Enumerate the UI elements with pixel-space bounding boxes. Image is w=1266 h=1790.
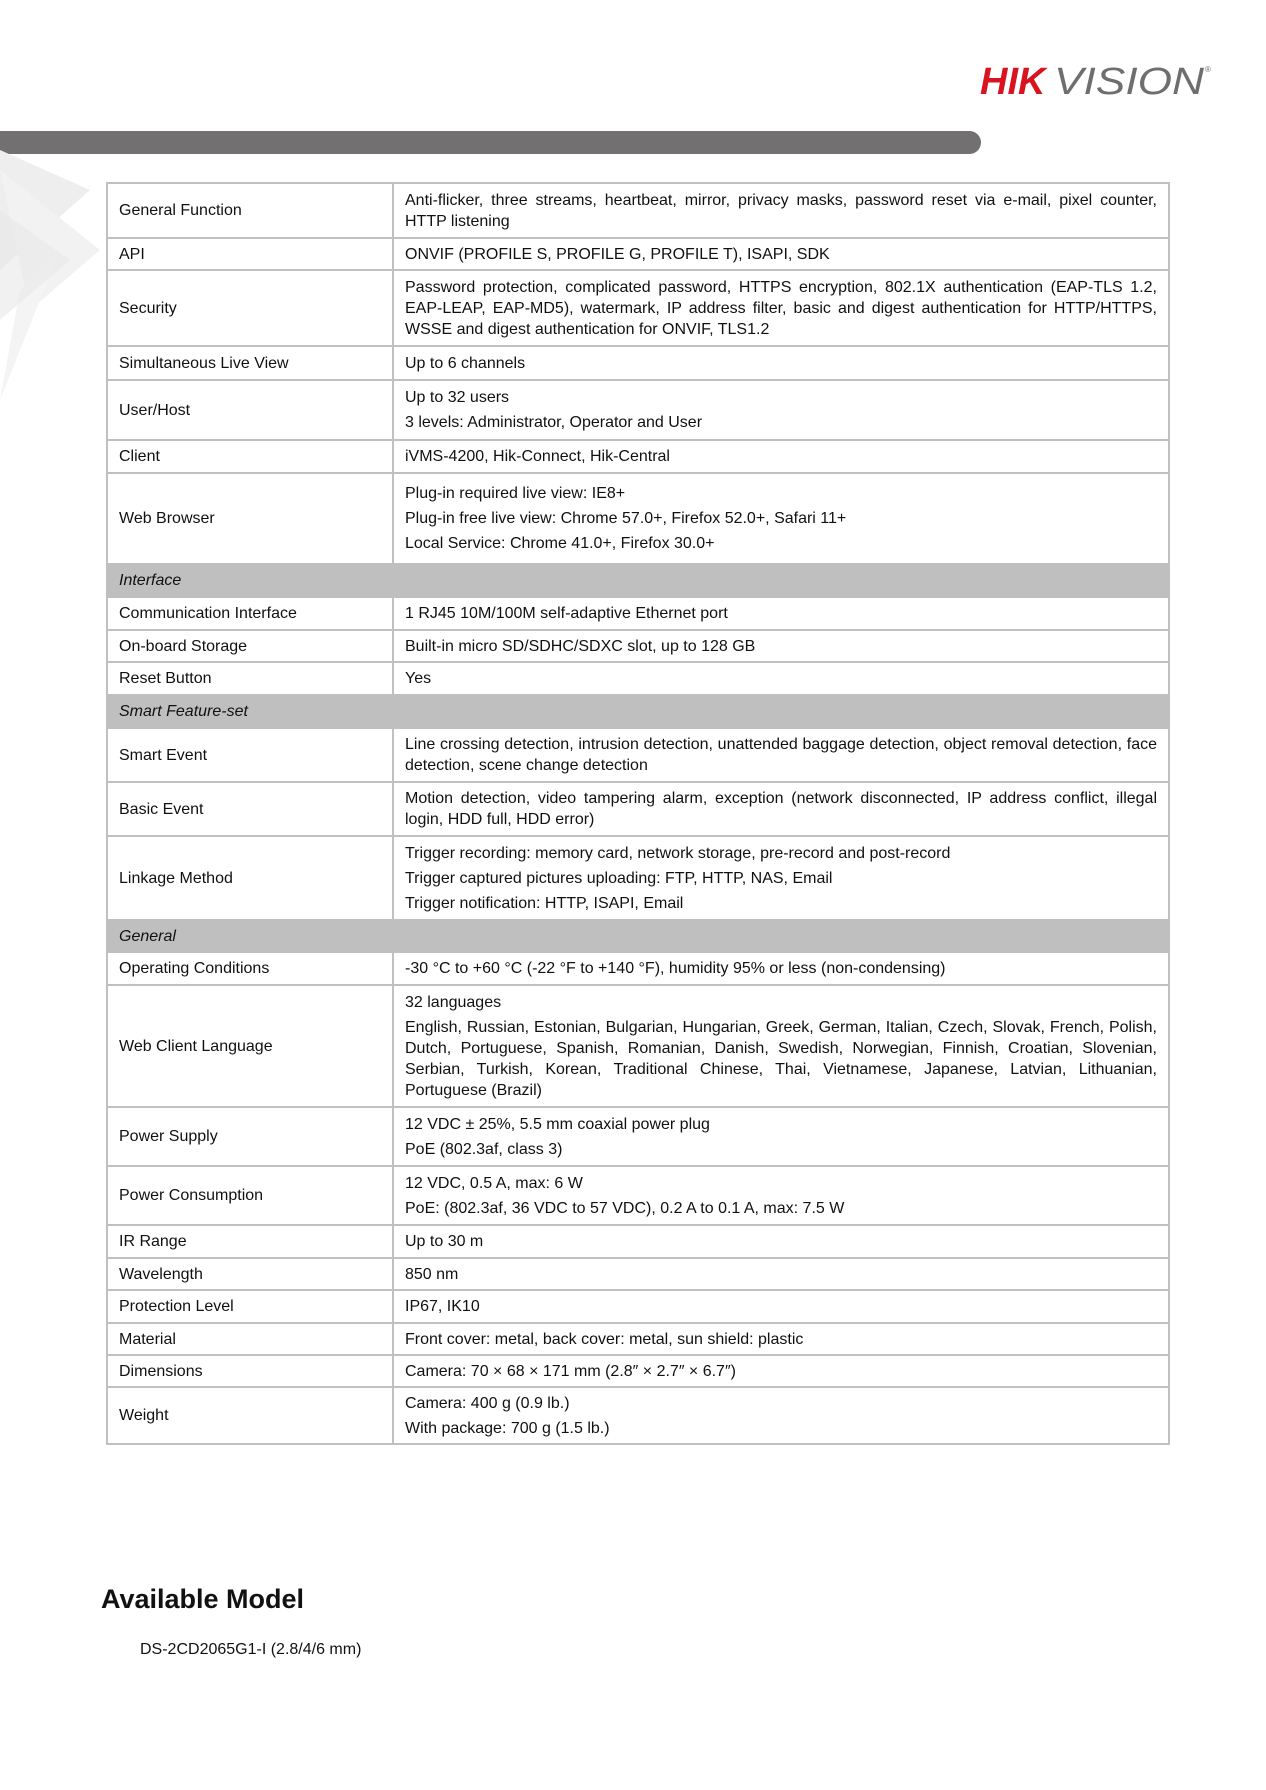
- spec-row: [107, 1107, 1169, 1166]
- spec-value-line: -30 °C to +60 °C (-22 °F to +140 °F), humidity 95% or less (non-condensing): [405, 960, 946, 977]
- logo-vision-text: VISION: [1054, 61, 1205, 102]
- spec-value-line: Plug-in free live view: Chrome 57.0+, Firefox 52.0+, Safari 11+: [405, 510, 847, 527]
- spec-value: [393, 952, 1169, 985]
- spec-row: [107, 1225, 1169, 1258]
- header-bar: [0, 131, 981, 154]
- spec-value: [393, 782, 1169, 836]
- spec-row: [107, 473, 1169, 564]
- spec-value-line: Local Service: Chrome 41.0+, Firefox 30.0+: [405, 535, 715, 552]
- spec-label: Linkage Method: [107, 836, 393, 920]
- spec-value-line: Trigger captured pictures uploading: FTP, HTTP, NAS, Email: [405, 869, 833, 887]
- spec-value: [393, 1258, 1169, 1290]
- section-header: [107, 564, 1169, 597]
- section-title: General: [107, 920, 1169, 952]
- spec-value-line: Up to 6 channels: [405, 354, 526, 372]
- spec-label: Reset Button: [107, 662, 393, 695]
- spec-value: [393, 473, 1169, 564]
- spec-row: [107, 1355, 1169, 1387]
- section-header: [107, 695, 1169, 728]
- spec-row: [107, 728, 1169, 782]
- spec-value: [393, 630, 1169, 662]
- spec-row: [107, 238, 1169, 270]
- spec-label: General Function: [107, 183, 393, 238]
- spec-label: Web Client Language: [107, 985, 393, 1107]
- spec-value-line: 12 VDC, 0.5 A, max: 6 W: [405, 1174, 583, 1192]
- section-title: Smart Feature-set: [107, 695, 1169, 728]
- spec-value: [393, 380, 1169, 440]
- spec-row: [107, 985, 1169, 1107]
- spec-value: [393, 1355, 1169, 1387]
- spec-value-line: Anti-flicker, three streams, heartbeat, mirror, privacy masks, password reset via e-mail, pixel counter, HTTP listening: [405, 191, 1157, 230]
- spec-row: [107, 346, 1169, 380]
- spec-row: [107, 1166, 1169, 1225]
- spec-label: Material: [107, 1323, 393, 1355]
- spec-value: [393, 1166, 1169, 1225]
- spec-label: Power Consumption: [107, 1166, 393, 1225]
- spec-label: Operating Conditions: [107, 952, 393, 985]
- spec-label: Wavelength: [107, 1258, 393, 1290]
- model-name: DS-2CD2065G1-I (2.8/4/6 mm): [140, 1641, 362, 1658]
- spec-value: [393, 1107, 1169, 1166]
- available-model-heading: Available Model: [101, 1584, 305, 1614]
- spec-label: Basic Event: [107, 782, 393, 836]
- spec-label: Protection Level: [107, 1290, 393, 1323]
- spec-label: Security: [107, 270, 393, 346]
- spec-value: [393, 270, 1169, 346]
- spec-value: [393, 238, 1169, 270]
- spec-value-line: Up to 32 users: [405, 389, 510, 406]
- section-title: Interface: [107, 564, 1169, 597]
- spec-row: [107, 952, 1169, 985]
- spec-value-line: Line crossing detection, intrusion detection, unattended baggage detection, object removal detection, face detection, scene change detection: [405, 736, 1157, 774]
- spec-label: API: [107, 238, 393, 270]
- spec-value: [393, 1225, 1169, 1258]
- spec-label: On-board Storage: [107, 630, 393, 662]
- spec-value-line: Front cover: metal, back cover: metal, sun shield: plastic: [405, 1330, 804, 1348]
- spec-value-line: With package: 700 g (1.5 lb.): [405, 1419, 610, 1437]
- logo-registered-mark: ®: [1205, 65, 1211, 74]
- spec-value-line: PoE (802.3af, class 3): [405, 1140, 563, 1158]
- spec-value-line: PoE: (802.3af, 36 VDC to 57 VDC), 0.2 A to 0.1 A, max: 7.5 W: [405, 1199, 845, 1217]
- spec-value: [393, 1387, 1169, 1444]
- spec-value-line: Camera: 70 × 68 × 171 mm (2.8″ × 2.7″ × 6.7″): [405, 1362, 736, 1380]
- spec-row: [107, 440, 1169, 473]
- spec-value-line: Trigger notification: HTTP, ISAPI, Email: [405, 894, 684, 912]
- spec-row: [107, 782, 1169, 836]
- spec-value-line: Password protection, complicated password, HTTPS encryption, 802.1X authentication (EAP-TLS 1.2, EAP-LEAP, EAP-MD5), watermark, IP address filter, basic and digest authentication for HTTP/HTTPS, WSSE and digest authentication for ONVIF, TLS1.2: [405, 278, 1157, 338]
- spec-value-line: 850 nm: [405, 1265, 459, 1283]
- spec-value-line: 32 languages: [405, 993, 502, 1011]
- spec-value-line: Plug-in required live view: IE8+: [405, 485, 626, 502]
- spec-table: [106, 182, 1170, 1445]
- spec-value: [393, 183, 1169, 238]
- spec-value-line: Up to 30 m: [405, 1233, 484, 1250]
- spec-value-line: ONVIF (PROFILE S, PROFILE G, PROFILE T), ISAPI, SDK: [405, 245, 830, 263]
- spec-value-line: Camera: 400 g (0.9 lb.): [405, 1394, 570, 1412]
- spec-value-line: 12 VDC ± 25%, 5.5 mm coaxial power plug: [405, 1115, 710, 1133]
- spec-label: IR Range: [107, 1225, 393, 1258]
- spec-row: [107, 183, 1169, 238]
- spec-label: Web Browser: [107, 473, 393, 564]
- spec-row: [107, 380, 1169, 440]
- watermark-graphic: [0, 150, 100, 420]
- spec-value-line: Motion detection, video tampering alarm, exception (network disconnected, IP address conflict, illegal login, HDD full, HDD error): [405, 790, 1157, 828]
- spec-value: [393, 1323, 1169, 1355]
- spec-row: [107, 836, 1169, 920]
- spec-label: User/Host: [107, 380, 393, 440]
- spec-row: [107, 270, 1169, 346]
- spec-row: [107, 1323, 1169, 1355]
- spec-row: [107, 662, 1169, 695]
- spec-label: Client: [107, 440, 393, 473]
- spec-value: [393, 346, 1169, 380]
- spec-value-line: IP67, IK10: [405, 1298, 480, 1315]
- spec-label: Simultaneous Live View: [107, 346, 393, 380]
- spec-label: Dimensions: [107, 1355, 393, 1387]
- spec-value: [393, 440, 1169, 473]
- spec-value-line: 3 levels: Administrator, Operator and User: [405, 414, 703, 431]
- spec-value: [393, 985, 1169, 1107]
- spec-label: Power Supply: [107, 1107, 393, 1166]
- spec-row: [107, 1387, 1169, 1444]
- spec-value-line: iVMS-4200, Hik-Connect, Hik-Central: [405, 448, 670, 465]
- spec-value: [393, 597, 1169, 630]
- spec-row: [107, 1290, 1169, 1323]
- logo-hik-text: HIK: [980, 61, 1046, 102]
- spec-value-line: English, Russian, Estonian, Bulgarian, Hungarian, Greek, German, Italian, Czech, Slovak, French, Polish, Dutch, Portuguese, Spanish, Romanian, Danish, Swedish, Norwegian, Finnish, Croatian, Slovenian, Serbian, Turkish, Korean, Traditional Chinese, Thai, Vietnamese, Japanese, Latvian, Lithuanian, Portuguese (Brazil): [405, 1018, 1157, 1099]
- spec-row: [107, 597, 1169, 630]
- spec-value: [393, 836, 1169, 920]
- spec-value-line: Trigger recording: memory card, network storage, pre-record and post-record: [405, 844, 951, 862]
- spec-label: Weight: [107, 1387, 393, 1444]
- spec-label: Smart Event: [107, 728, 393, 782]
- spec-label: Communication Interface: [107, 597, 393, 630]
- spec-value: [393, 1290, 1169, 1323]
- hikvision-logo: [980, 60, 1212, 102]
- spec-value-line: 1 RJ45 10M/100M self-adaptive Ethernet port: [405, 605, 728, 622]
- spec-row: [107, 630, 1169, 662]
- spec-row: [107, 1258, 1169, 1290]
- section-header: [107, 920, 1169, 952]
- spec-value-line: Built-in micro SD/SDHC/SDXC slot, up to 128 GB: [405, 637, 756, 655]
- spec-value: [393, 662, 1169, 695]
- spec-value: [393, 728, 1169, 782]
- spec-value-line: Yes: [405, 670, 432, 687]
